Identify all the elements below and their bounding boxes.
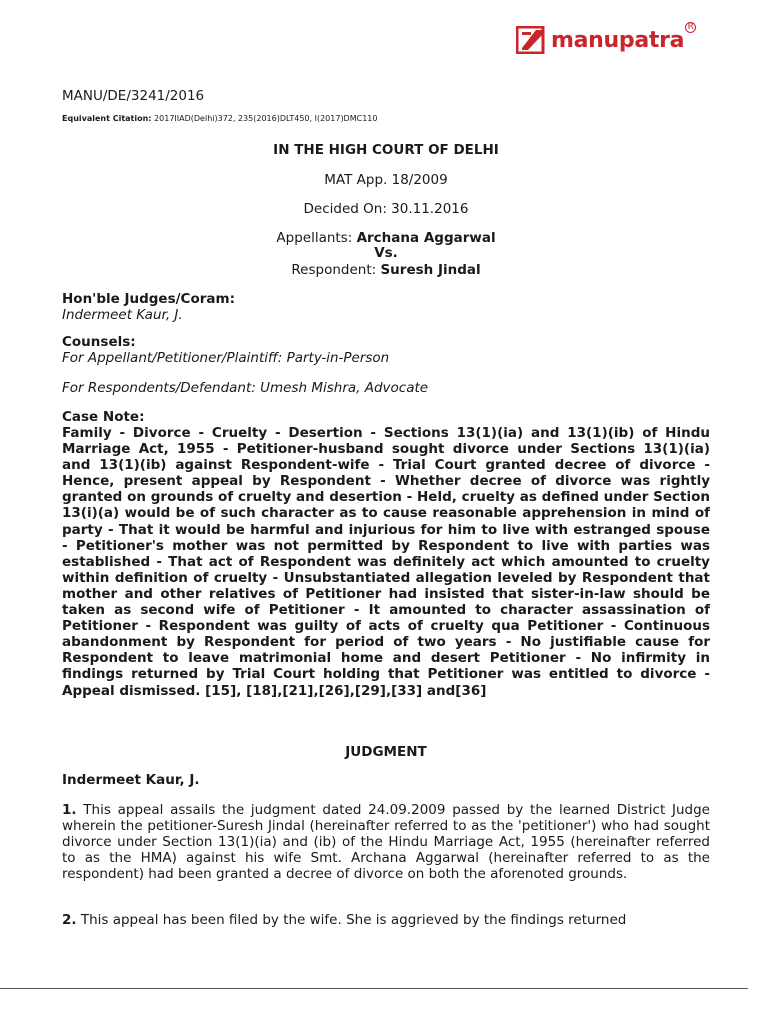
paragraph-text: This appeal has been filed by the wife. She is aggrieved by the findings returned <box>80 912 627 928</box>
paragraph-number: 2. <box>62 912 77 928</box>
appellants-line <box>62 230 710 246</box>
judgment-heading: JUDGMENT <box>345 744 427 760</box>
judges-names: Indermeet Kaur, J. <box>62 307 183 323</box>
registered-mark: R <box>685 22 696 33</box>
counsels-heading: Counsels: <box>62 334 136 350</box>
manupatra-logo-icon <box>516 26 546 54</box>
paragraph-2 <box>62 912 710 928</box>
equivalent-citation-label: Equivalent Citation: <box>62 114 152 123</box>
judgment-author: Indermeet Kaur, J. <box>62 772 200 788</box>
paragraph-1 <box>62 802 710 882</box>
respondent-name: Suresh Jindal <box>380 262 481 278</box>
judges-heading: Hon'ble Judges/Coram: <box>62 291 235 307</box>
appellants-name: Archana Aggarwal <box>356 230 496 246</box>
versus: Vs. <box>374 245 398 261</box>
appellants-label: Appellants: <box>276 230 357 246</box>
judges-section <box>62 291 710 323</box>
case-number: MAT App. 18/2009 <box>324 172 448 188</box>
page-divider <box>0 988 748 989</box>
equivalent-citation <box>62 114 377 123</box>
paragraph-text: This appeal assails the judgment dated 24.09.2009 passed by the learned District Judge wherein the petitioner-Suresh Jindal (hereinafter referred to as the 'petitioner') who had sought divorce under Section 13(1)(ia) and (ib) of the Hindu Marriage Act, 1955 (hereinafter referred to as the HMA) against his wife Smt. Archana Aggarwal (hereinafter referred to as the respondent) had been granted a decree of divorce on both the aforenoted grounds. <box>62 802 710 882</box>
manu-citation: MANU/DE/3241/2016 <box>62 88 205 104</box>
manupatra-logo <box>516 22 694 56</box>
respondent-counsel: For Respondents/Defendant: Umesh Mishra, Advocate <box>62 380 429 396</box>
case-note-body: Family - Divorce - Cruelty - Desertion - Sections 13(1)(ia) and 13(1)(ib) of Hindu Marriage Act, 1955 - Petitioner-husband sought divorce under Sections 13(1)(ia) and 13(1)(ib) against Respondent-wife - Trial Court granted decree of divorce - Hence, present appeal by Respondent - Whether decree of divorce was rightly granted on grounds of cruelty and desertion - Held, cruelty as defined under Section 13(i)(a) would be of such character as to cause reasonable apprehension in mind of party - That it would be harmful and injurious for him to live with estranged spouse - Petitioner's mother was not permitted by Respondent to live with parties was established - That act of Respondent was definitely act which amounted to cruelty within definition of cruelty - Unsubstantiated allegation leveled by Respondent that mother and other relatives of Petitioner had insisted that sister-in-law should be taken as second wife of Petitioner - It amounted to character assassination of Petitioner - Respondent was guilty of acts of cruelty qua Petitioner - Continuous abandonment by Respondent for period of two years - No justifiable cause for Respondent to leave matrimonial home and desert Petitioner - No infirmity in findings returned by Trial Court holding that Petitioner was entitled to divorce - Appeal dismissed. [15], [18],[21],[26],[29],[33] and[36] <box>62 425 710 699</box>
respondent-label: Respondent: <box>291 262 381 278</box>
case-note-section <box>62 409 710 699</box>
logo-text: manupatra <box>551 27 685 53</box>
respondent-line <box>62 262 710 278</box>
case-note-heading: Case Note: <box>62 409 145 425</box>
court-name: IN THE HIGH COURT OF DELHI <box>273 142 499 158</box>
paragraph-number: 1. <box>62 802 77 818</box>
decided-date: Decided On: 30.11.2016 <box>303 201 469 217</box>
counsels-section <box>62 334 710 366</box>
equivalent-citation-value: 2017IIAD(Delhi)372, 235(2016)DLT450, I(2017)DMC110 <box>154 114 378 123</box>
appellant-counsel: For Appellant/Petitioner/Plaintiff: Party-in-Person <box>62 350 390 366</box>
